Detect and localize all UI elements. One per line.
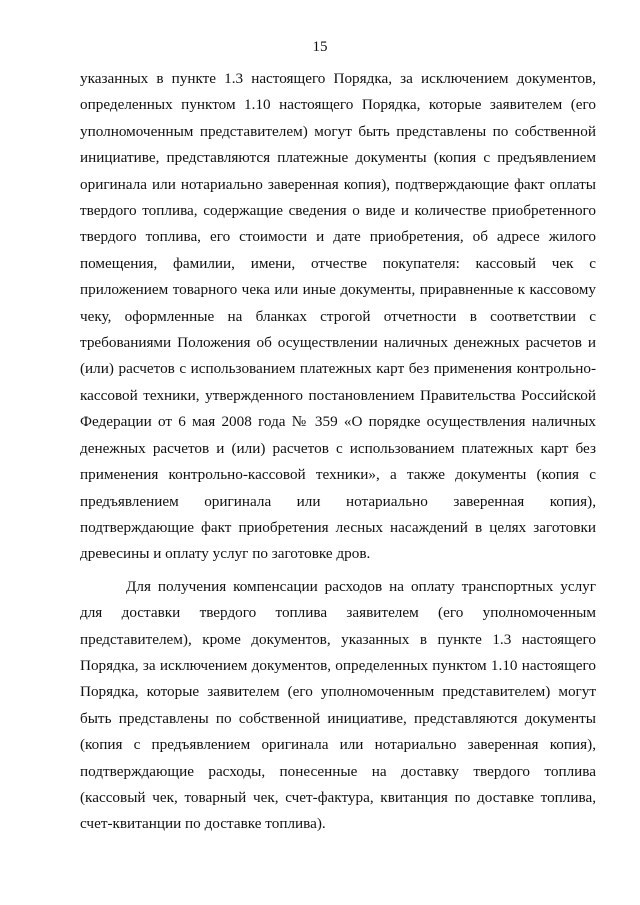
paragraph-transport-compensation: Для получения компенсации расходов на оплату транспортных услуг для доставки твердого топлива заявителем (его уполномоченным представителем), кроме документов, указанных в пункте 1.3 настоящего Порядка, за исключением документов, определенных пунктом 1.10 настоящего Порядка, которые заявителем (его уполномоченным представителем) могут быть представлены по собственной инициативе, представляются документы (копия с предъявлением оригинала или нотариально заверенная копия), подтверждающие расходы, понесенные на доставку твердого топлива (кассовый чек, товарный чек, счет-фактура, квитанция по доставке топлива, счет-квитанции по доставке топлива). — [80, 577, 596, 833]
paragraph-continuation: указанных в пункте 1.3 настоящего Порядка, за исключением документов, определенных пунктом 1.10 настоящего Порядка, которые заявителем (его уполномоченным представителем) могут быть представлены по собственной инициативе, представляются платежные документы (копия с предъявлением оригинала или нотариально заверенная копия), подтверждающие факт оплаты твердого топлива, содержащие сведения о виде и количестве приобретенного твердого топлива, его стоимости и дате приобретения, об адресе жилого помещения, фамилии, имени, отчестве покупателя: кассовый чек с приложением товарного чека или иные документы, приравненные к кассовому чеку, оформленные на бланках строгой отчетности в соответствии с требованиями Положения об осуществлении наличных денежных расчетов и (или) расчетов с использованием платежных карт без применения контрольно-кассовой техники, утвержденного постановлением Правительства Российской Федерации от 6 мая 2008 года № 359 «О порядке осуществления наличных денежных расчетов и (или) расчетов с использованием платежных карт без применения контрольно-кассовой техники», а также документы (копия с предъявлением оригинала или нотариально заверенная копия), подтверждающие факт приобретения лесных насаждений в целях заготовки древесины и оплату услуг по заготовке дров. — [80, 70, 596, 563]
body-text — [80, 66, 596, 838]
page-number: 15 — [312, 39, 328, 55]
